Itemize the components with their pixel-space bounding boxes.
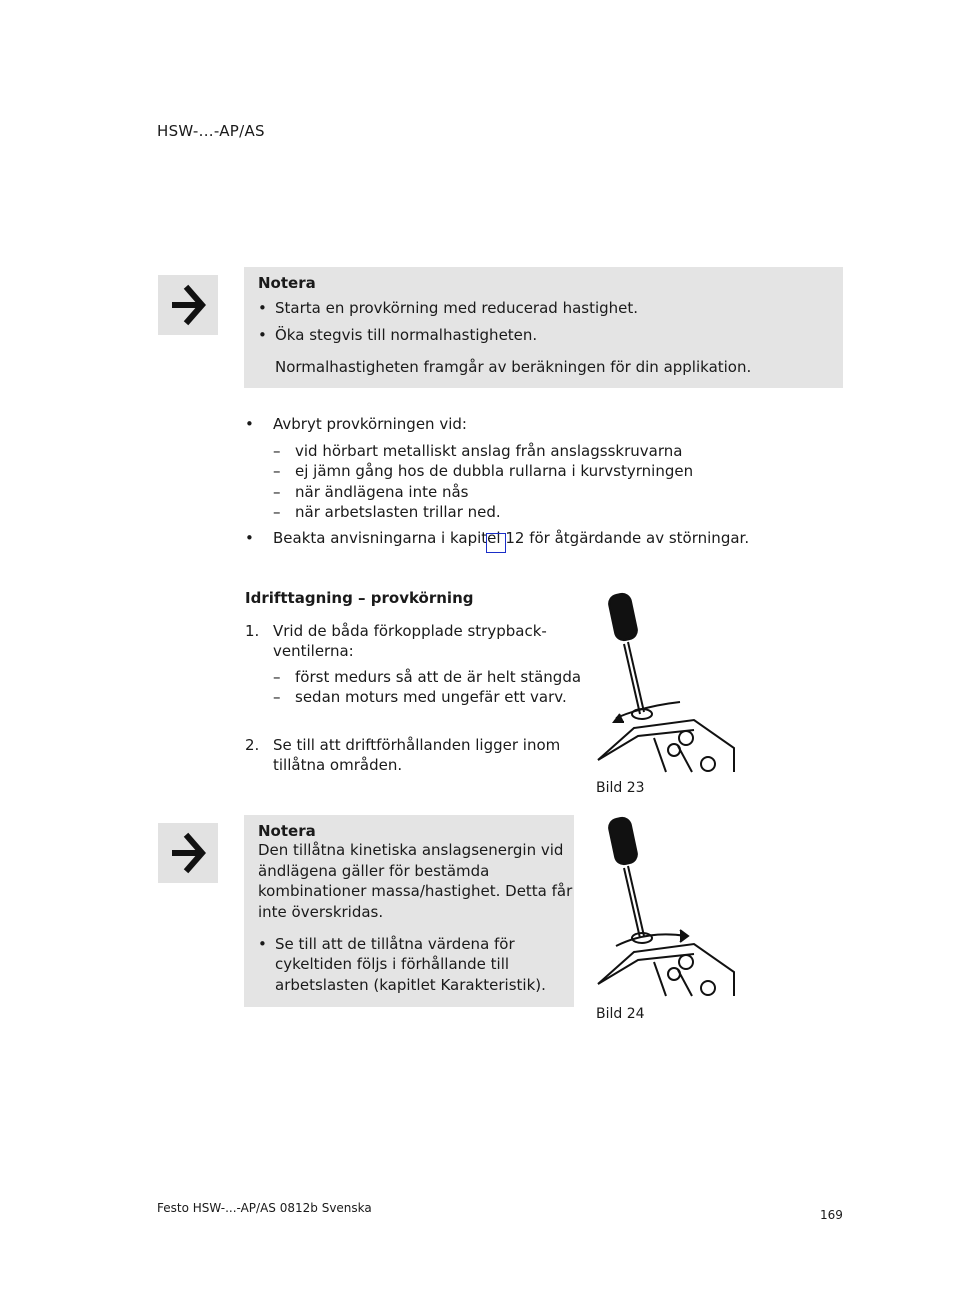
note-bullet-text: Starta en provkörning med reducerad hastighet.: [275, 299, 639, 317]
step-number: 2.: [245, 736, 260, 754]
note-bullet-text: arbetslasten (kapitlet Karakteristik).: [275, 976, 546, 994]
bullet-mark: •: [258, 935, 267, 953]
sub-list-item: när arbetslasten trillar ned.: [295, 503, 501, 521]
step-text: Se till att driftförhållanden ligger inom: [273, 736, 561, 754]
note-box-2: [244, 815, 574, 1007]
sub-list-item: när ändlägena inte nås: [295, 483, 469, 501]
dash-mark: –: [273, 503, 281, 521]
figure-caption: Bild 23: [596, 780, 645, 796]
bullet-mark: •: [258, 326, 267, 344]
note-title: Notera: [258, 822, 316, 840]
step-text: Vrid de båda förkopplade strypback-: [273, 622, 547, 640]
section-heading: Idrifttagning – provkörning: [245, 589, 474, 607]
dash-mark: –: [273, 483, 281, 501]
note-bullet-text: cykeltiden följs i förhållande till: [275, 955, 510, 973]
step-number: 1.: [245, 622, 260, 640]
sub-list-item: först medurs så att de är helt stängda: [295, 668, 582, 686]
bullet-mark: •: [245, 529, 254, 547]
page-number: 169: [820, 1208, 843, 1222]
note-text: Den tillåtna kinetiska anslagsenergin vid: [258, 841, 564, 859]
sub-list-item: ej jämn gång hos de dubbla rullarna i kurvstyrningen: [295, 462, 694, 480]
note-bullet-text: Se till att de tillåtna värdena för: [275, 935, 515, 953]
figure-caption: Bild 24: [596, 1006, 645, 1022]
note-text: ändlägena gäller för bestämda: [258, 862, 490, 880]
sub-list-item: vid hörbart metalliskt anslag från anslagsskruvarna: [295, 442, 683, 460]
dash-mark: –: [273, 688, 281, 706]
note-bullet: [258, 325, 267, 345]
note-arrow-icon: [158, 823, 218, 883]
footer-text: Festo HSW-...-AP/AS 0812b Svenska: [157, 1201, 372, 1215]
note-box-1: [244, 267, 843, 388]
sub-list-item: sedan moturs med ungefär ett varv.: [295, 688, 567, 706]
note-arrow-icon: [158, 275, 218, 335]
note-text: inte överskridas.: [258, 903, 384, 921]
document-header: HSW-...-AP/AS: [157, 122, 265, 140]
note-title: Notera: [258, 274, 316, 292]
bullet-mark: •: [258, 299, 267, 317]
list-item: Beakta anvisningarna i kapitel 12 för åtgärdande av störningar.: [273, 529, 750, 547]
note-bullet: [258, 298, 267, 318]
bullet-mark: •: [245, 415, 254, 433]
arrow-right-icon: [172, 283, 206, 327]
dash-mark: –: [273, 668, 281, 686]
step-text: ventilerna:: [273, 642, 354, 660]
chapter-link[interactable]: [486, 533, 506, 553]
figure-23-illustration: [594, 588, 740, 774]
dash-mark: –: [273, 462, 281, 480]
dash-mark: –: [273, 442, 281, 460]
arrow-right-icon: [172, 831, 206, 875]
list-item: Avbryt provkörningen vid:: [273, 415, 467, 433]
note-bullet-text: Öka stegvis till normalhastigheten.: [275, 326, 538, 344]
step-text: tillåtna områden.: [273, 756, 403, 774]
note-paragraph: Normalhastigheten framgår av beräkningen för din applikation.: [275, 358, 752, 376]
note-text: kombinationer massa/hastighet. Detta får: [258, 882, 573, 900]
figure-24-illustration: [594, 812, 740, 998]
